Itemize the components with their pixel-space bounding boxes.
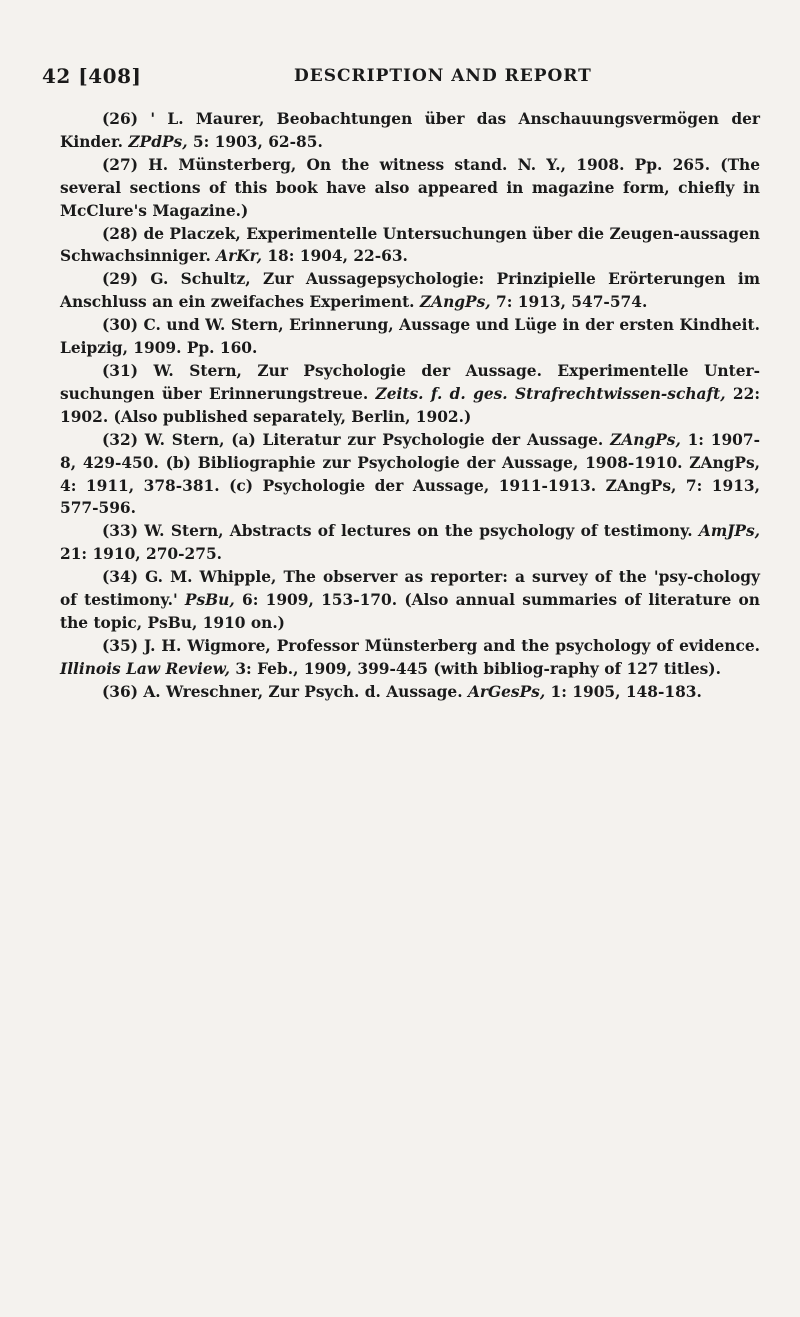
reference-entry <box>60 566 760 635</box>
entry-rest: 18: 1904, 22-63. <box>267 247 408 266</box>
reference-entry <box>60 429 760 521</box>
running-head: DESCRIPTION AND REPORT <box>294 66 592 86</box>
reference-entry <box>60 268 760 314</box>
reference-entry <box>60 223 760 269</box>
entry-text: C. und W. Stern, Erinnerung, Aussage und Lüge in der ersten Kindheit. Leipzig, 1909. Pp. 160. <box>60 316 760 358</box>
entry-journal: Zeits. f. d. ges. Strafrechtwissen-schaft, <box>375 384 726 403</box>
entry-number: (32) <box>102 430 138 449</box>
entry-rest: 3: Feb., 1909, 399-445 (with bibliog-raphy of 127 titles). <box>235 659 721 678</box>
entry-text: H. Münsterberg, On the witness stand. N. Y., 1908. Pp. 265. (The several sections of this book have also appeared in magazine form, chiefly in McClure's Magazine.) <box>60 155 761 220</box>
entry-rest: 21: 1910, 270-275. <box>60 545 223 564</box>
reference-entry <box>60 635 760 681</box>
entry-number: (27) <box>102 155 138 174</box>
reference-entry <box>60 681 760 704</box>
entry-number: (35) <box>102 636 138 655</box>
entry-number: (30) <box>102 316 138 335</box>
entry-number: (34) <box>102 568 138 587</box>
reference-entry <box>60 520 760 566</box>
entry-number: (33) <box>102 522 138 541</box>
entry-text: ' L. Maurer, Beobachtungen über das Anschauungsvermögen der Kinder. <box>60 110 761 151</box>
entry-text: W. Stern, (a) Literatur zur Psychologie der Aussage. <box>144 430 604 449</box>
entry-journal: PsBu, <box>184 591 235 610</box>
entry-journal: ArGesPs, <box>467 682 546 701</box>
entry-rest: 7: 1913, 547-574. <box>496 293 648 312</box>
reference-entry <box>60 154 760 223</box>
entry-text: de Placzek, Experimentelle Untersuchungen über die Zeugen-aussagen Schwachsinniger. <box>60 224 761 266</box>
entry-journal: ZPdPs, <box>128 132 188 151</box>
reference-list <box>60 108 760 704</box>
entry-text: W. Stern, Abstracts of lectures on the psychology of testimony. <box>144 522 693 541</box>
entry-text: G. M. Whipple, The observer as reporter: a survey of the 'psy-chology of testimony.' <box>60 568 760 610</box>
entry-number: (28) <box>102 224 138 243</box>
entry-rest: 1: 1907-8, 429-450. (b) Bibliographie zur Psychologie der Aussage, 1908-1910. ZAngPs, 4: 1911, 378-381. (c) Psychologie der Aussage, 1911-1913. ZAngPs, 7: 1913, 577-596. <box>60 430 760 518</box>
entry-journal: ArKr, <box>216 247 262 266</box>
reference-entry <box>60 360 760 429</box>
entry-rest: 6: 1909, 153-170. (Also annual summaries of literature on the topic, PsBu, 1910 on.) <box>60 591 760 632</box>
entry-journal: Illinois Law Review, <box>60 659 230 678</box>
entry-number: (29) <box>102 270 138 289</box>
page-header <box>42 64 762 94</box>
entry-text: G. Schultz, Zur Aussagepsychologie: Prinzipielle Erörterungen im Anschluss an ein zweifaches Experiment. <box>60 270 760 312</box>
entry-text: J. H. Wigmore, Professor Münsterberg and the psychology of evidence. <box>143 636 760 655</box>
entry-journal: ZAngPs, <box>419 293 491 312</box>
entry-rest: 5: 1903, 62-85. <box>192 132 323 151</box>
reference-entry <box>60 108 760 154</box>
entry-text: A. Wreschner, Zur Psych. d. Aussage. <box>143 682 463 701</box>
page-number: 42 [408] <box>42 64 142 88</box>
entry-journal: AmJPs, <box>698 522 761 541</box>
entry-text: W. Stern, Zur Psychologie der Aussage. Experimentelle Unter-suchungen über Erinnerungstreue. <box>60 361 761 403</box>
entry-number: (26) <box>102 110 138 128</box>
entry-rest: 22: 1902. (Also published separately, Berlin, 1902.) <box>60 384 761 426</box>
entry-journal: ZAngPs, <box>610 430 681 449</box>
entry-number: (31) <box>102 361 138 380</box>
reference-entry <box>60 314 760 360</box>
entry-rest: 1: 1905, 148-183. <box>550 682 702 701</box>
entry-number: (36) <box>102 682 138 701</box>
